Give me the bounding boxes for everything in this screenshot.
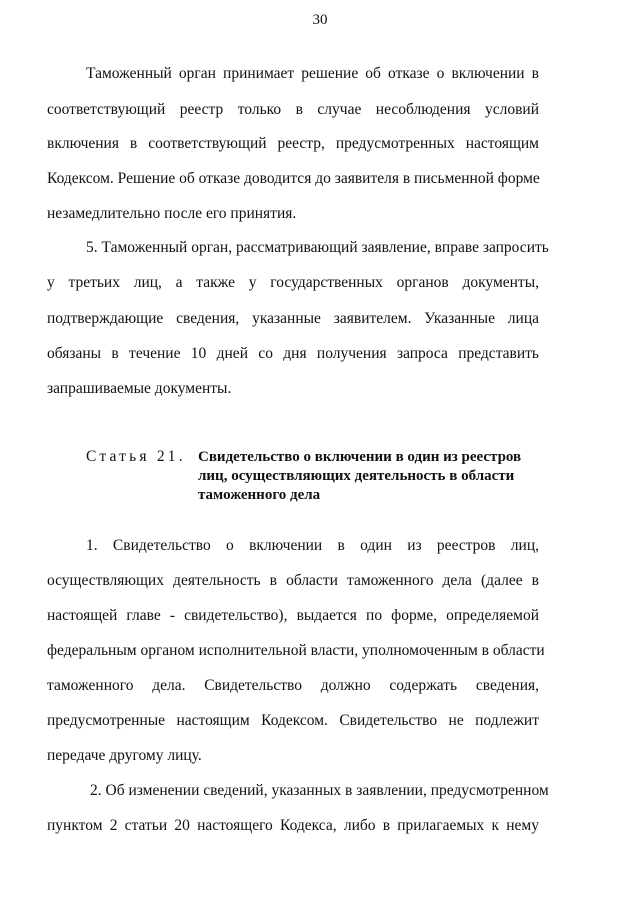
text-line: предусмотренные настоящим Кодексом. Свидетельство не подлежит	[47, 712, 539, 729]
page-number: 30	[312, 12, 328, 28]
text-line: Кодексом. Решение об отказе доводится до заявителя в письменной форме	[47, 170, 540, 187]
text-line: запрашиваемые документы.	[47, 380, 232, 397]
article-title-line: лиц, осуществляющих деятельность в области	[198, 468, 515, 484]
text-line: обязаны в течение 10 дней со дня получения запроса представить	[47, 345, 539, 362]
text-line: у третьих лиц, а также у государственных органов документы,	[47, 274, 539, 291]
text-line: 5. Таможенный орган, рассматривающий заявление, вправе запросить	[86, 239, 549, 256]
text-line: 1. Свидетельство о включении в один из реестров лиц,	[86, 537, 539, 554]
text-line: таможенного дела. Свидетельство должно содержать сведения,	[47, 677, 539, 694]
text-line: включения в соответствующий реестр, предусмотренных настоящим	[47, 135, 539, 152]
text-line: пунктом 2 статьи 20 настоящего Кодекса, либо в прилагаемых к нему	[47, 817, 539, 834]
article-title-line: Свидетельство о включении в один из реестров	[198, 449, 522, 465]
text-line: настоящей главе - свидетельство), выдается по форме, определяемой	[47, 607, 539, 624]
text-line: незамедлительно после его принятия.	[47, 205, 297, 222]
text-line: передаче другому лицу.	[47, 747, 202, 764]
text-line: подтверждающие сведения, указанные заявителем. Указанные лица	[47, 310, 539, 327]
article-label: Статья 21.	[86, 448, 186, 465]
text-line: 2. Об изменении сведений, указанных в заявлении, предусмотренном	[90, 782, 549, 799]
article-title-line: таможенного дела	[198, 487, 321, 503]
text-line: соответствующий реестр только в случае несоблюдения условий	[47, 101, 539, 118]
text-line: федеральным органом исполнительной власти, уполномоченным в области	[47, 642, 545, 659]
text-line: Таможенный орган принимает решение об отказе о включении в	[86, 65, 539, 82]
text-line: осуществляющих деятельность в области таможенного дела (далее в	[47, 572, 539, 589]
